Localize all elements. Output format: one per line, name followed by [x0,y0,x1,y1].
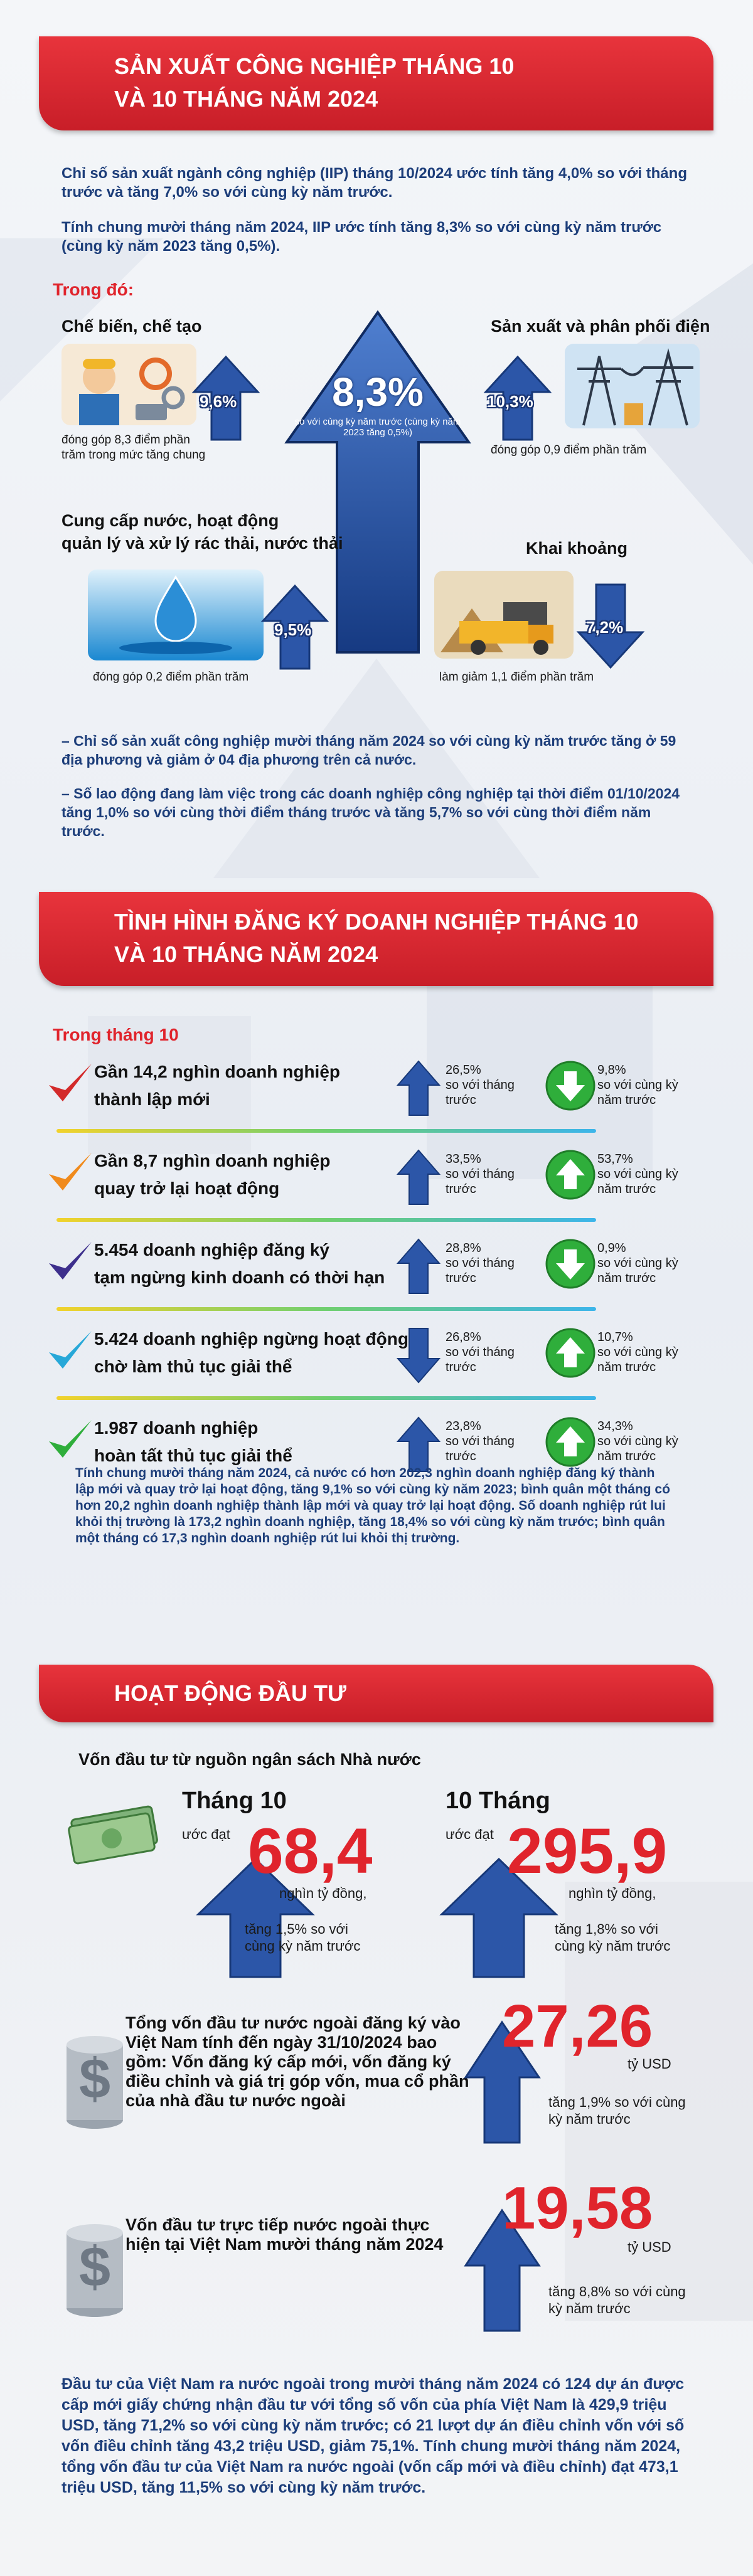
sector4-note: làm giảm 1,1 điểm phần trăm [439,671,594,684]
item-divider [56,1307,596,1311]
yoy-down-arrow-icon [545,1238,596,1290]
mom-label: so với tháng trước [446,1167,515,1196]
sector4-name: Khai khoảng [526,539,628,558]
fdi-reg-text: Tổng vốn đầu tư nước ngoài đăng ký vào Việt Nam tính đến ngày 31/10/2024 bao gồm: Vốn đăng ký cấp mới, vốn đăng ký điều chỉnh và giá trị góp vốn, mua cổ phần của nhà đầu tư nước ngoài [125,2013,469,2110]
ten-months-label: 10 Tháng [446,1788,550,1814]
svg-text:$: $ [78,2048,111,2111]
dollar-coin-icon [60,2020,129,2133]
money-stack-icon [61,1800,168,1869]
section1-title-line1: SẢN XUẤT CÔNG NGHIỆP THÁNG 10 [114,53,515,79]
mom-up-arrow-icon [397,1149,441,1206]
section1-title-line2: VÀ 10 THÁNG NĂM 2024 [114,86,378,112]
water-drop-icon [88,570,264,660]
yoy-label: so với cùng kỳ năm trước [597,1434,678,1463]
sector2-pct: 10,3% [487,392,533,411]
check-mark-icon [45,1149,95,1199]
section2-title-line2: VÀ 10 THÁNG NĂM 2024 [114,941,378,967]
month-growth: tăng 1,5% so với cùng kỳ năm trước [245,1921,361,1954]
mom-label: so với tháng trước [446,1345,515,1374]
section3-banner [39,1665,713,1722]
mom-up-arrow-icon [397,1060,441,1116]
fdi-reg-value: 27,26 [502,1993,653,2060]
section1-trong-do: Trong đó: [53,280,134,299]
section2-title-line1: TÌNH HÌNH ĐĂNG KÝ DOANH NGHIỆP THÁNG 10 [114,909,639,935]
month-value: 68,4 [248,1815,373,1887]
sector2-note: đóng góp 0,9 điểm phần trăm [491,443,647,457]
fdi-impl-unit: tỷ USD [628,2239,671,2255]
yoy-pct: 53,7% [597,1152,633,1166]
fdi-impl-value: 19,58 [502,2175,653,2242]
enterprise-item-line2: thành lập mới [94,1089,210,1109]
yoy-label: so với cùng kỳ năm trước [597,1167,678,1196]
yoy-label: so với cùng kỳ năm trước [597,1078,678,1107]
sector1-pct: 9,6% [200,392,237,411]
sector3-note: đóng góp 0,2 điểm phần trăm [93,671,249,684]
mom-pct: 28,8% [446,1241,481,1255]
enterprise-item-line1: Gần 8,7 nghìn doanh nghiệp [94,1151,331,1170]
section2-banner [39,892,713,986]
month-unit: nghìn tỷ đồng, [279,1885,367,1901]
ten-months-value: 295,9 [507,1815,668,1887]
yoy-up-arrow-icon [545,1149,596,1201]
check-mark-icon [45,1327,95,1377]
budget-title: Vốn đầu tư từ nguồn ngân sách Nhà nước [78,1750,421,1769]
yoy-pct: 10,7% [597,1330,633,1344]
check-mark-icon [45,1416,95,1466]
enterprise-item-line2: quay trở lại hoạt động [94,1179,280,1198]
sector4-pct: 7,2% [586,618,624,637]
center-note: so với cùng kỳ năm trước (cùng kỳ năm 2023 tăng 0,5%) [294,416,461,438]
mom-label: so với tháng trước [446,1434,515,1463]
sector2-name: Sản xuất và phân phối điện [491,317,710,336]
ten-months-growth: tăng 1,8% so với cùng kỳ năm trước [555,1921,671,1954]
mom-label: so với tháng trước [446,1256,515,1285]
section1-intro1: Chỉ số sản xuất ngành công nghiệp (IIP) tháng 10/2024 ước tính tăng 4,0% so với tháng trước và tăng 7,0% so với cùng kỳ năm trước. [61,165,687,201]
section3-title: HOẠT ĐỘNG ĐẦU TƯ [114,1680,346,1706]
section1-bullet2: – Số lao động đang làm việc trong các doanh nghiệp công nghiệp tại thời điểm 01/10/2024 tăng 1,0% so với cùng thời điểm tháng trước và tăng 5,7% so với cùng thời điểm năm trước. [61,785,680,839]
yoy-down-arrow-icon [545,1060,596,1111]
mom-pct: 23,8% [446,1419,481,1433]
yoy-pct: 0,9% [597,1241,626,1255]
sector3-pct: 9,5% [274,620,312,639]
yoy-up-arrow-icon [545,1416,596,1468]
fdi-impl-growth: tăng 8,8% so với cùng kỳ năm trước [548,2284,686,2316]
sector1-name: Chế biến, chế tạo [61,317,202,336]
section2-summary: Tính chung mười tháng năm 2024, cả nước có hơn 202,3 nghìn doanh nghiệp đăng ký thành lập mới và quay trở lại hoạt động, tăng 9,1% so với cùng kỳ năm 2023; bình quân một tháng có hơn 20,2 nghìn doanh nghiệp thành lập mới và quay trở lại hoạt động. Số doanh nghiệp rút lui khỏi thị trường là 173,2 nghìn doanh nghiệp, tăng 18,4% so với cùng kỳ năm trước; bình quân một tháng có 17,3 nghìn doanh nghiệp rút lui khỏi thị trường. [75,1466,670,1545]
month-label: Tháng 10 [182,1788,287,1814]
yoy-pct: 9,8% [597,1063,626,1077]
mom-label: so với tháng trước [446,1078,515,1107]
yoy-pct: 34,3% [597,1419,633,1433]
fdi-impl-text: Vốn đầu tư trực tiếp nước ngoài thực hiện tại Việt Nam mười tháng năm 2024 [125,2215,444,2254]
enterprise-item-line2: tạm ngừng kinh doanh có thời hạn [94,1268,385,1287]
yoy-up-arrow-icon [545,1327,596,1379]
center-pct: 8,3% [332,369,424,415]
fdi-reg-unit: tỷ USD [628,2056,671,2072]
sector3-name-line1: Cung cấp nước, hoạt động [61,511,279,530]
ten-months-unit: nghìn tỷ đồng, [569,1885,656,1901]
fdi-reg-growth: tăng 1,9% so với cùng kỳ năm trước [548,2094,686,2127]
mom-pct: 26,8% [446,1330,481,1344]
mom-up-arrow-icon [397,1416,441,1473]
section2-subtitle: Trong tháng 10 [53,1025,179,1044]
mom-down-arrow-icon [397,1327,441,1384]
section1-bullet1: – Chỉ số sản xuất công nghiệp mười tháng năm 2024 so với cùng kỳ năm trước tăng ở 59 địa phương và giảm ở 04 địa phương trên cả nước. [61,733,676,768]
sector1-note: đóng góp 8,3 điểm phần trăm trong mức tăng chung [61,433,206,462]
factory-worker-icon [61,344,196,425]
enterprise-item-line2: chờ làm thủ tục giải thể [94,1357,292,1376]
mom-pct: 33,5% [446,1152,481,1166]
yoy-label: so với cùng kỳ năm trước [597,1345,678,1374]
check-mark-icon [45,1060,95,1110]
item-divider [56,1129,596,1133]
item-divider [56,1218,596,1222]
section1-banner [39,36,713,130]
section1-intro2: Tính chung mười tháng năm 2024, IIP ước tính tăng 8,3% so với cùng kỳ năm trước (cùng kỳ năm 2023 tăng 0,5%). [61,219,662,255]
item-divider [56,1396,596,1400]
enterprise-item-line1: Gần 14,2 nghìn doanh nghiệp [94,1062,341,1081]
month-prefix: ước đạt [182,1826,230,1842]
yoy-label: so với cùng kỳ năm trước [597,1256,678,1285]
mining-truck-icon [434,571,574,659]
mom-pct: 26,5% [446,1063,481,1077]
enterprise-item-line2: hoàn tất thủ tục giải thể [94,1446,292,1465]
check-mark-icon [45,1238,95,1288]
svg-text:$: $ [78,2236,111,2299]
enterprise-item-line1: 5.454 doanh nghiệp đăng ký [94,1240,329,1259]
enterprise-item-line1: 5.424 doanh nghiệp ngừng hoạt động [94,1329,409,1349]
outward-investment-text: Đầu tư của Việt Nam ra nước ngoài trong mười tháng năm 2024 có 124 dự án được cấp mới giấy chứng nhận đầu tư với tổng số vốn của phía Việt Nam là 429,9 triệu USD, tăng 71,2% so với cùng kỳ năm trước; có 21 lượt dự án điều chỉnh vốn với số vốn điều chỉnh tăng 43,2 triệu USD, giảm 75,1%. Tính chung mười tháng năm 2024, tổng vốn đầu tư của Việt Nam ra nước ngoài (vốn cấp mới và điều chỉnh) đạt 473,1 triệu USD, tăng 11,5% so với cùng kỳ năm trước. [61,2375,685,2496]
sector3-name-line2: quản lý và xử lý rác thải, nước thải [61,534,343,553]
mom-up-arrow-icon [397,1238,441,1295]
dollar-coin-icon-2 [60,2208,129,2321]
power-tower-icon [565,344,700,428]
ten-months-prefix: ước đạt [446,1826,494,1842]
enterprise-item-line1: 1.987 doanh nghiệp [94,1418,259,1438]
